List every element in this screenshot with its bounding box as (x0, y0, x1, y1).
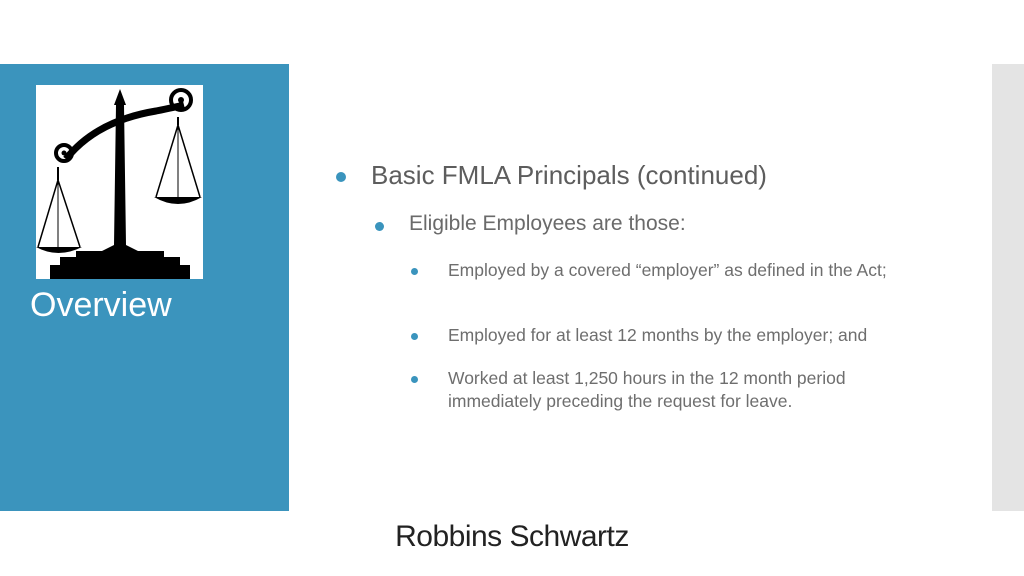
list-item (448, 259, 928, 282)
bullet-dot-icon (336, 172, 346, 182)
firm-name-footer: Robbins Schwartz (395, 520, 629, 553)
heading-bullet (371, 160, 767, 191)
bullet-dot-icon (411, 268, 418, 275)
list-item (448, 367, 928, 413)
sidebar-title: Overview (30, 286, 172, 324)
list-item-text: Worked at least 1,250 hours in the 12 month period immediately preceding the request for leave. (448, 368, 846, 411)
subheading-bullet (409, 212, 686, 236)
list-item-text: Employed by a covered “employer” as defined in the Act; (448, 260, 887, 280)
bullet-dot-icon (411, 333, 418, 340)
bullet-dot-icon (375, 222, 384, 231)
heading-text: Basic FMLA Principals (continued) (371, 160, 767, 190)
list-item (448, 324, 928, 347)
subheading-text: Eligible Employees are those: (409, 212, 686, 235)
list-item-text: Employed for at least 12 months by the employer; and (448, 325, 868, 345)
bullet-dot-icon (411, 376, 418, 383)
